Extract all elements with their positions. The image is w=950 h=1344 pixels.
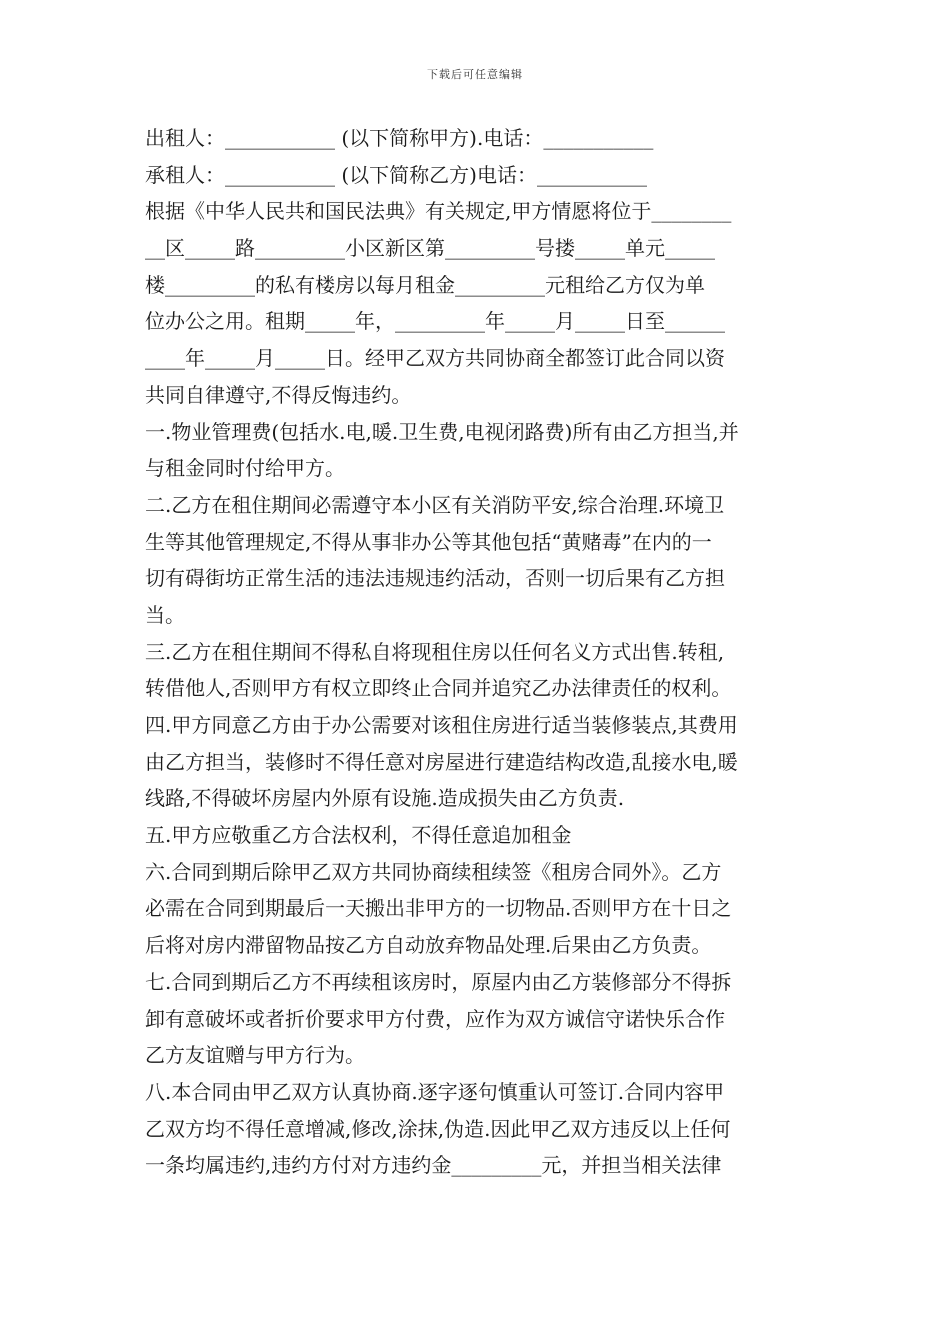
contract-line: 切有碍街坊正常生活的违法违规违约活动，否则一切后果有乙方担 <box>145 566 725 591</box>
contract-line: 三.乙方在租住期间不得私自将现租住房以任何名义方式出售.转租, <box>145 639 725 664</box>
contract-line: 与租金同时付给甲方。 <box>145 456 345 481</box>
contract-line: 四.甲方同意乙方由于办公需要对该租住房进行适当装修装点,其费用 <box>145 713 738 737</box>
contract-line: 位办公之用。租期_____年，_________年_____月_____日至______ <box>145 309 725 334</box>
contract-line: ____年_____月_____日。经甲乙双方共同协商全都签订此合同以资 <box>145 346 725 371</box>
contract-line: 六.合同到期后除甲乙双方共同协商续租续签《租房合同外》。乙方 <box>145 859 722 884</box>
contract-line: 楼_________的私有楼房以每月租金_________元租给乙方仅为单 <box>145 272 705 297</box>
contract-line: 必需在合同到期最后一天搬出非甲方的一切物品.否则甲方在十日之 <box>145 896 732 921</box>
contract-line: 由乙方担当，装修时不得任意对房屋进行建造结构改造,乱接水电,暖 <box>145 749 738 774</box>
contract-line: 八.本合同由甲乙双方认真协商.逐字逐句慎重认可签订.合同内容甲 <box>145 1079 725 1104</box>
header-note: 下载后可任意编辑 <box>427 68 523 81</box>
contract-line: 乙双方均不得任意增减,修改,涂抹,伪造.因此甲乙双方违反以上任何 <box>145 1116 731 1141</box>
contract-line: 生等其他管理规定,不得从事非办公等其他包括“黄赌毒”在内的一 <box>145 529 712 554</box>
contract-line: 共同自律遵守,不得反悔违约。 <box>145 382 412 407</box>
contract-line: 七.合同到期后乙方不再续租该房时，原屋内由乙方装修部分不得拆 <box>145 969 732 994</box>
contract-line: __区_____路_________小区新区第_________号搂_____单元_____ <box>145 236 715 261</box>
contract-line: 五.甲方应敬重乙方合法权利，不得任意追加租金 <box>145 823 572 848</box>
contract-line: 一.物业管理费(包括水.电,暖.卫生费,电视闭路费)所有由乙方担当,并 <box>145 419 739 444</box>
contract-line: 承租人：___________ (以下简称乙方)电话：___________ <box>145 162 647 187</box>
contract-line: 乙方友谊赠与甲方行为。 <box>145 1043 365 1068</box>
contract-line: 后将对房内滞留物品按乙方自动放弃物品处理.后果由乙方负责。 <box>145 933 712 958</box>
contract-line: 当。 <box>145 602 185 627</box>
contract-line: 出租人：___________ (以下简称甲方).电话：___________ <box>145 126 654 150</box>
contract-line: 卸有意破坏或者折价要求甲方付费，应作为双方诚信守诺快乐合作 <box>145 1006 725 1031</box>
contract-line: 线路,不得破坏房屋内外原有设施.造成损失由乙方负责. <box>145 786 625 811</box>
contract-line: 根据《中华人民共和国民法典》有关规定,甲方情愿将位于________ <box>145 199 732 224</box>
contract-line: 二.乙方在租住期间必需遵守本小区有关消防平安,综合治理.环境卫 <box>145 492 725 517</box>
contract-line: 转借他人,否则甲方有权立即终止合同并追究乙办法律责任的权利。 <box>145 676 732 701</box>
contract-line: 一条均属违约,违约方付对方违约金_________元，并担当相关法律 <box>145 1153 722 1178</box>
contract-body <box>145 120 809 1184</box>
